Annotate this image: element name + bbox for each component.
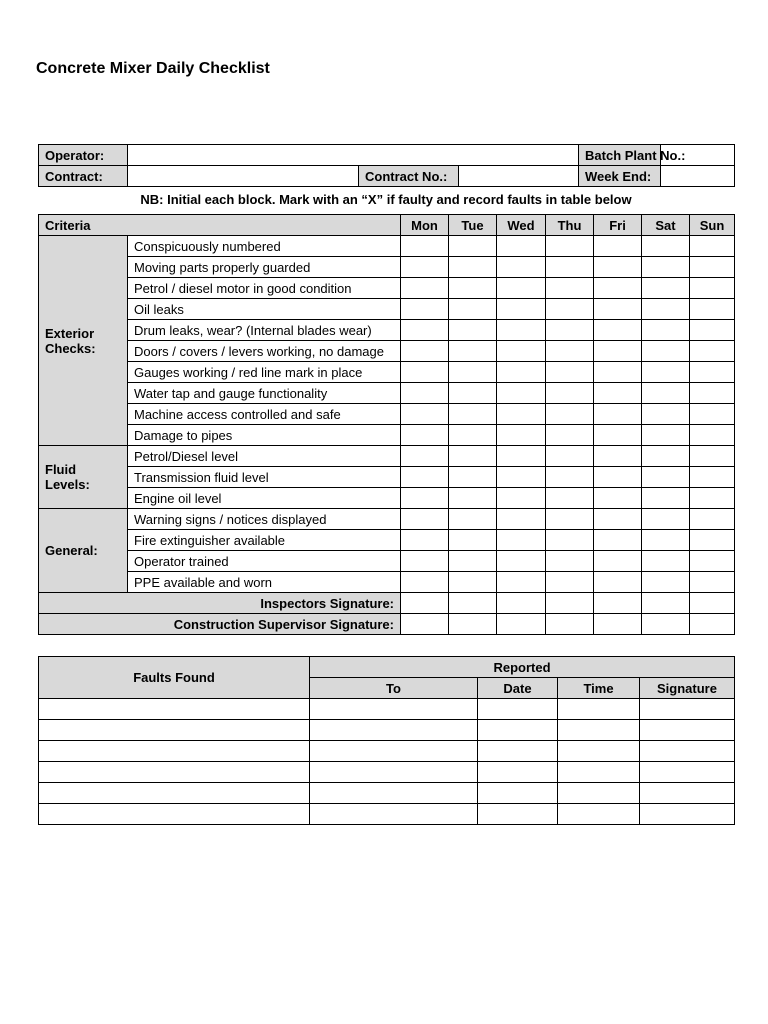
check-cell-fri[interactable] [594,236,642,257]
reported-date-cell[interactable] [478,720,558,741]
fault-row [39,804,735,825]
day-header-wed: Wed [497,215,546,236]
checklist-row [39,572,735,593]
instruction-note: NB: Initial each block. Mark with an “X” if faulty and record faults in table below [140,192,632,207]
check-cell-sat[interactable] [642,446,690,467]
fault-description-cell[interactable] [39,783,310,804]
check-cell-sun[interactable] [690,488,735,509]
checklist-row [39,236,735,257]
check-cell-tue[interactable] [449,488,497,509]
reported-date-cell[interactable] [478,762,558,783]
check-cell-tue[interactable] [449,320,497,341]
check-cell-thu[interactable] [546,341,594,362]
fault-row [39,741,735,762]
check-cell-tue[interactable] [449,509,497,530]
check-cell-sun[interactable] [690,320,735,341]
check-cell-tue[interactable] [449,257,497,278]
check-cell-sun[interactable] [690,278,735,299]
day-header-sat: Sat [642,215,690,236]
check-cell-wed[interactable] [497,488,546,509]
contract-no-field[interactable] [459,166,579,187]
check-cell-fri[interactable] [594,257,642,278]
check-cell-sun[interactable] [690,530,735,551]
check-cell-tue[interactable] [449,467,497,488]
check-cell-tue[interactable] [449,530,497,551]
check-cell-sun[interactable] [690,509,735,530]
reported-signature-cell[interactable] [640,720,735,741]
reported-time-cell[interactable] [558,804,640,825]
checklist-row [39,341,735,362]
signature-cell-wed[interactable] [497,614,546,635]
checklist-row [39,383,735,404]
check-cell-thu[interactable] [546,383,594,404]
fault-description-cell[interactable] [39,720,310,741]
check-cell-fri[interactable] [594,467,642,488]
check-cell-wed[interactable] [497,341,546,362]
week-end-label: Week End: [579,166,661,187]
reported-to-cell[interactable] [310,699,478,720]
check-cell-thu[interactable] [546,362,594,383]
reported-time-header: Time [558,678,640,699]
check-cell-fri[interactable] [594,551,642,572]
check-cell-tue[interactable] [449,425,497,446]
day-header-tue: Tue [449,215,497,236]
contract-no-label: Contract No.: [359,166,459,187]
check-cell-tue[interactable] [449,551,497,572]
criteria-item: Operator trained [128,551,401,572]
faults-table [38,656,735,825]
check-cell-mon[interactable] [401,530,449,551]
reported-time-cell[interactable] [558,783,640,804]
signature-cell-sat[interactable] [642,614,690,635]
criteria-item: Fire extinguisher available [128,530,401,551]
check-cell-mon[interactable] [401,383,449,404]
check-cell-fri[interactable] [594,404,642,425]
check-cell-wed[interactable] [497,551,546,572]
check-cell-wed[interactable] [497,299,546,320]
operator-label: Operator: [39,145,128,166]
check-cell-thu[interactable] [546,299,594,320]
criteria-header: Criteria [39,215,401,236]
page-title: Concrete Mixer Daily Checklist [36,60,270,77]
check-cell-sat[interactable] [642,362,690,383]
check-cell-thu[interactable] [546,257,594,278]
check-cell-thu[interactable] [546,530,594,551]
check-cell-fri[interactable] [594,320,642,341]
check-cell-sat[interactable] [642,530,690,551]
check-cell-sun[interactable] [690,383,735,404]
reported-to-cell[interactable] [310,804,478,825]
check-cell-fri[interactable] [594,425,642,446]
criteria-item: Drum leaks, wear? (Internal blades wear) [128,320,401,341]
check-cell-mon[interactable] [401,425,449,446]
reported-to-cell[interactable] [310,720,478,741]
check-cell-sat[interactable] [642,278,690,299]
check-cell-wed[interactable] [497,362,546,383]
check-cell-wed[interactable] [497,278,546,299]
checklist-row [39,257,735,278]
reported-date-cell[interactable] [478,699,558,720]
checklist-row [39,404,735,425]
reported-to-cell[interactable] [310,762,478,783]
group-label: General: [39,509,128,593]
signature-cell-fri[interactable] [594,593,642,614]
criteria-item: Warning signs / notices displayed [128,509,401,530]
check-cell-wed[interactable] [497,404,546,425]
signature-cell-mon[interactable] [401,593,449,614]
criteria-item: Petrol / diesel motor in good condition [128,278,401,299]
reported-date-cell[interactable] [478,804,558,825]
check-cell-mon[interactable] [401,404,449,425]
check-cell-sat[interactable] [642,341,690,362]
day-header-fri: Fri [594,215,642,236]
criteria-item: Oil leaks [128,299,401,320]
criteria-item: Transmission fluid level [128,467,401,488]
check-cell-sat[interactable] [642,572,690,593]
reported-to-cell[interactable] [310,783,478,804]
check-cell-sun[interactable] [690,299,735,320]
fault-row [39,699,735,720]
reported-to-cell[interactable] [310,741,478,762]
check-cell-wed[interactable] [497,320,546,341]
signature-cell-wed[interactable] [497,593,546,614]
check-cell-thu[interactable] [546,509,594,530]
check-cell-fri[interactable] [594,341,642,362]
check-cell-mon[interactable] [401,488,449,509]
check-cell-thu[interactable] [546,278,594,299]
reported-time-cell[interactable] [558,720,640,741]
checklist-row [39,467,735,488]
reported-signature-cell[interactable] [640,783,735,804]
check-cell-fri[interactable] [594,362,642,383]
checklist-row [39,509,735,530]
checklist-row [39,362,735,383]
check-cell-mon[interactable] [401,572,449,593]
check-cell-sat[interactable] [642,488,690,509]
fault-description-cell[interactable] [39,762,310,783]
fault-row [39,783,735,804]
signature-row [39,593,735,614]
day-header-sun: Sun [690,215,735,236]
check-cell-tue[interactable] [449,362,497,383]
check-cell-tue[interactable] [449,236,497,257]
checklist-row [39,530,735,551]
reported-signature-cell[interactable] [640,699,735,720]
criteria-item: Engine oil level [128,488,401,509]
contract-field[interactable] [128,166,359,187]
signature-label: Construction Supervisor Signature: [39,614,401,635]
check-cell-tue[interactable] [449,383,497,404]
signature-cell-mon[interactable] [401,614,449,635]
criteria-item: Gauges working / red line mark in place [128,362,401,383]
week-end-field[interactable] [661,166,735,187]
check-cell-sat[interactable] [642,383,690,404]
day-header-thu: Thu [546,215,594,236]
check-cell-thu[interactable] [546,425,594,446]
fault-description-cell[interactable] [39,699,310,720]
check-cell-wed[interactable] [497,425,546,446]
check-cell-sun[interactable] [690,446,735,467]
signature-cell-thu[interactable] [546,614,594,635]
criteria-item: Petrol/Diesel level [128,446,401,467]
check-cell-mon[interactable] [401,236,449,257]
reported-signature-cell[interactable] [640,762,735,783]
criteria-item: Moving parts properly guarded [128,257,401,278]
check-cell-wed[interactable] [497,236,546,257]
reported-signature-cell[interactable] [640,804,735,825]
check-cell-tue[interactable] [449,299,497,320]
check-cell-sat[interactable] [642,257,690,278]
signature-cell-fri[interactable] [594,614,642,635]
check-cell-wed[interactable] [497,509,546,530]
fault-row [39,720,735,741]
check-cell-sat[interactable] [642,551,690,572]
check-cell-mon[interactable] [401,278,449,299]
signature-cell-sun[interactable] [690,614,735,635]
check-cell-tue[interactable] [449,341,497,362]
check-cell-wed[interactable] [497,446,546,467]
reported-date-header: Date [478,678,558,699]
reported-time-cell[interactable] [558,741,640,762]
batch-plant-label: Batch Plant No.: [579,145,661,166]
check-cell-sun[interactable] [690,257,735,278]
check-cell-wed[interactable] [497,572,546,593]
check-cell-fri[interactable] [594,446,642,467]
check-cell-sun[interactable] [690,572,735,593]
operator-field[interactable] [128,145,579,166]
reported-to-header: To [310,678,478,699]
check-cell-wed[interactable] [497,383,546,404]
check-cell-mon[interactable] [401,467,449,488]
check-cell-thu[interactable] [546,572,594,593]
check-cell-mon[interactable] [401,257,449,278]
check-cell-tue[interactable] [449,572,497,593]
check-cell-thu[interactable] [546,551,594,572]
header-info-table [38,144,735,187]
check-cell-tue[interactable] [449,446,497,467]
check-cell-fri[interactable] [594,278,642,299]
criteria-item: Damage to pipes [128,425,401,446]
check-cell-mon[interactable] [401,299,449,320]
check-cell-sun[interactable] [690,404,735,425]
checklist-row [39,425,735,446]
check-cell-sat[interactable] [642,467,690,488]
check-cell-fri[interactable] [594,299,642,320]
check-cell-sun[interactable] [690,362,735,383]
checklist-row [39,320,735,341]
check-cell-fri[interactable] [594,530,642,551]
check-cell-mon[interactable] [401,320,449,341]
signature-cell-thu[interactable] [546,593,594,614]
checklist-row [39,446,735,467]
faults-found-header: Faults Found [39,657,310,699]
check-cell-sat[interactable] [642,236,690,257]
daily-checklist-table [38,214,735,635]
signature-cell-sat[interactable] [642,593,690,614]
check-cell-fri[interactable] [594,572,642,593]
check-cell-mon[interactable] [401,341,449,362]
check-cell-sun[interactable] [690,341,735,362]
criteria-item: Machine access controlled and safe [128,404,401,425]
check-cell-sat[interactable] [642,320,690,341]
check-cell-thu[interactable] [546,320,594,341]
signature-cell-tue[interactable] [449,614,497,635]
signature-row [39,614,735,635]
check-cell-sat[interactable] [642,425,690,446]
signature-label: Inspectors Signature: [39,593,401,614]
criteria-item: Doors / covers / levers working, no damage [128,341,401,362]
check-cell-fri[interactable] [594,488,642,509]
criteria-item: PPE available and worn [128,572,401,593]
signature-cell-sun[interactable] [690,593,735,614]
reported-time-cell[interactable] [558,762,640,783]
check-cell-sun[interactable] [690,425,735,446]
check-cell-sun[interactable] [690,551,735,572]
check-cell-sat[interactable] [642,299,690,320]
check-cell-mon[interactable] [401,551,449,572]
reported-date-cell[interactable] [478,783,558,804]
check-cell-wed[interactable] [497,257,546,278]
group-label: Fluid Levels: [39,446,128,509]
group-label: Exterior Checks: [39,236,128,446]
check-cell-mon[interactable] [401,509,449,530]
check-cell-mon[interactable] [401,362,449,383]
reported-date-cell[interactable] [478,741,558,762]
check-cell-mon[interactable] [401,446,449,467]
checklist-row [39,278,735,299]
check-cell-thu[interactable] [546,236,594,257]
checklist-row [39,551,735,572]
reported-signature-header: Signature [640,678,735,699]
signature-cell-tue[interactable] [449,593,497,614]
criteria-item: Conspicuously numbered [128,236,401,257]
check-cell-fri[interactable] [594,383,642,404]
check-cell-sun[interactable] [690,467,735,488]
day-header-mon: Mon [401,215,449,236]
reported-signature-cell[interactable] [640,741,735,762]
check-cell-tue[interactable] [449,404,497,425]
checklist-row [39,488,735,509]
contract-label: Contract: [39,166,128,187]
check-cell-thu[interactable] [546,488,594,509]
check-cell-thu[interactable] [546,446,594,467]
reported-header: Reported [310,657,735,678]
check-cell-sat[interactable] [642,509,690,530]
check-cell-sat[interactable] [642,404,690,425]
reported-time-cell[interactable] [558,699,640,720]
fault-row [39,762,735,783]
criteria-item: Water tap and gauge functionality [128,383,401,404]
fault-description-cell[interactable] [39,741,310,762]
check-cell-wed[interactable] [497,467,546,488]
check-cell-sun[interactable] [690,236,735,257]
fault-description-cell[interactable] [39,804,310,825]
check-cell-wed[interactable] [497,530,546,551]
check-cell-tue[interactable] [449,278,497,299]
check-cell-fri[interactable] [594,509,642,530]
checklist-row [39,299,735,320]
check-cell-thu[interactable] [546,467,594,488]
check-cell-thu[interactable] [546,404,594,425]
